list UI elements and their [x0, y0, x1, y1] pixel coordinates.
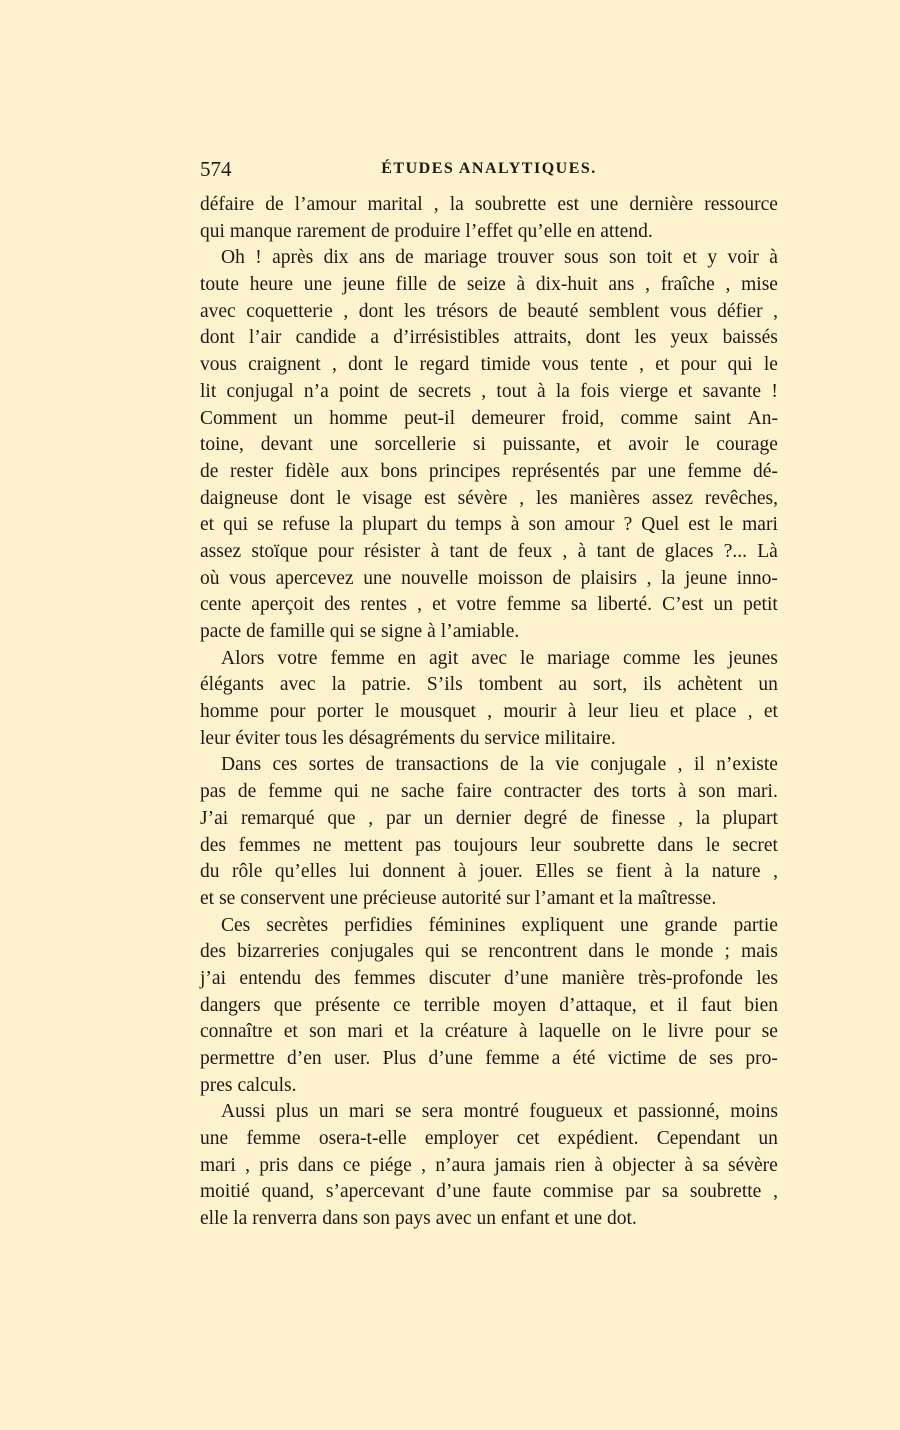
- text-line: homme pour porter le mousquet , mourir à leur lieu et place , et: [200, 701, 778, 723]
- text-line: avec coquetterie , dont les trésors de beauté semblent vous défier ,: [200, 300, 778, 322]
- text-line: vous craignent , dont le regard timide vous tente , et pour qui le: [200, 354, 778, 376]
- text-line: dont l’air candide a d’irrésistibles attraits, dont les yeux baissés: [200, 327, 778, 349]
- text-line: pres calculs.: [200, 1074, 297, 1096]
- text-line: dangers que présente ce terrible moyen d’attaque, et il faut bien: [200, 994, 778, 1016]
- text-line: connaître et son mari et la créature à laquelle on le livre pour se: [200, 1021, 778, 1043]
- text-line: mari , pris dans ce piége , n’aura jamais rien à objecter à sa sévère: [200, 1154, 778, 1176]
- text-line: pas de femme qui ne sache faire contracter des torts à son mari.: [200, 781, 778, 803]
- text-line: pacte de famille qui se signe à l’amiable.: [200, 621, 520, 642]
- text-line: moitié quand, s’apercevant d’une faute commise par sa soubrette ,: [200, 1181, 778, 1203]
- text-line: élégants avec la patrie. S’ils tombent au sort, ils achètent un: [200, 674, 778, 696]
- paragraph: [200, 192, 778, 245]
- text-line: permettre d’en user. Plus d’une femme a été victime de ses pro-: [200, 1048, 778, 1069]
- paragraph: [200, 245, 778, 645]
- page-header: [200, 157, 778, 185]
- text-line: lit conjugal n’a point de secrets , tout à la fois vierge et savante !: [200, 380, 778, 402]
- text-line: J’ai remarqué que , par un dernier degré de finesse , la plupart: [200, 807, 778, 829]
- text-line: de rester fidèle aux bons principes représentés par une femme dé-: [200, 460, 778, 482]
- text-line: et qui se refuse la plupart du temps à son amour ? Quel est le mari: [200, 514, 778, 536]
- text-line: des femmes ne mettent pas toujours leur soubrette dans le secret: [200, 834, 778, 856]
- page-number: 574: [200, 157, 232, 181]
- text-line: défaire de l’amour marital , la soubrette est une dernière ressource: [200, 194, 778, 215]
- paragraph: [200, 913, 778, 1100]
- text-line: toute heure une jeune fille de seize à dix-huit ans , fraîche , mise: [200, 274, 778, 296]
- text-line: Aussi plus un mari se sera montré fougueux et passionné, moins: [221, 1101, 778, 1123]
- text-line: des bizarreries conjugales qui se rencontrent dans le monde ; mais: [200, 941, 778, 963]
- paragraph: [200, 1099, 778, 1232]
- text-line: Oh ! après dix ans de mariage trouver sous son toit et y voir à: [221, 247, 778, 269]
- text-line: du rôle qu’elles lui donnent à jouer. Elles se fient à la nature ,: [200, 861, 778, 883]
- text-line: Comment un homme peut-il demeurer froid, comme saint An-: [200, 407, 778, 429]
- paragraph: [200, 752, 778, 912]
- text-line: Ces secrètes perfidies féminines expliquent une grande partie: [221, 914, 778, 936]
- text-line: leur éviter tous les désagréments du service militaire.: [200, 727, 616, 749]
- text-line: et se conservent une précieuse autorité sur l’amant et la maîtresse.: [200, 887, 717, 909]
- text-line: elle la renverra dans son pays avec un enfant et une dot.: [200, 1208, 637, 1230]
- text-line: où vous apercevez une nouvelle moisson de plaisirs , la jeune inno-: [200, 567, 778, 589]
- text-line: toine, devant une sorcellerie si puissante, et avoir le courage: [200, 434, 778, 456]
- text-line: daigneuse dont le visage est sévère , les manières assez revêches,: [200, 487, 778, 509]
- text-line: cente aperçoit des rentes , et votre femme sa liberté. C’est un petit: [200, 594, 778, 616]
- text-line: une femme osera-t-elle employer cet expédient. Cependant un: [200, 1128, 778, 1150]
- text-line: qui manque rarement de produire l’effet qu’elle en attend.: [200, 220, 653, 242]
- text-line: j’ai entendu des femmes discuter d’une manière très-profonde les: [200, 967, 778, 989]
- text-line: Alors votre femme en agit avec le mariage comme les jeunes: [221, 647, 778, 669]
- text-line: assez stoïque pour résister à tant de feux , à tant de glaces ?... Là: [200, 540, 778, 562]
- text-line: Dans ces sortes de transactions de la vie conjugale , il n’existe: [221, 754, 778, 776]
- paragraph: [200, 646, 778, 753]
- running-title: ÉTUDES ANALYTIQUES.: [381, 160, 597, 177]
- body-text: [200, 192, 778, 1233]
